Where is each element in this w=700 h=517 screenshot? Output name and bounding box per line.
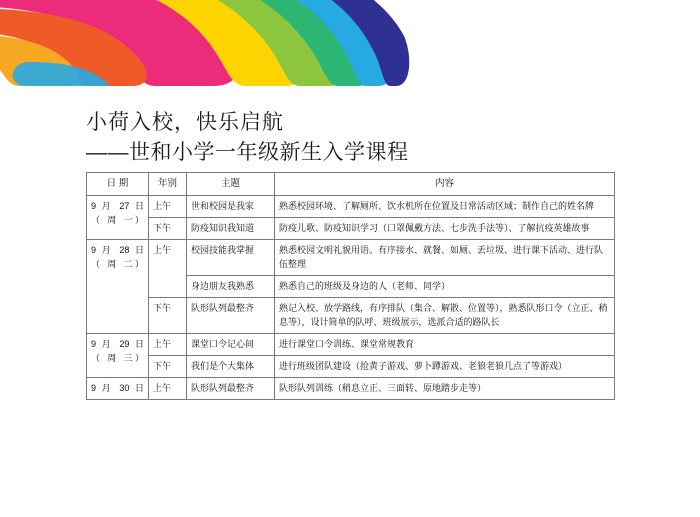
cell-date xyxy=(87,378,149,400)
cell-content: 进行课堂口令训练、课堂常规教育 xyxy=(275,334,615,356)
cell-date xyxy=(87,334,149,378)
table-row xyxy=(87,196,615,218)
cell-content: 队形队列训练（稍息立正、三面转、原地踏步走等） xyxy=(275,378,615,400)
cell-topic: 课堂口令记心间 xyxy=(187,334,275,356)
header-halfday: 年别 xyxy=(149,173,187,196)
title-subtitle: ——世和小学一年级新生入学课程 xyxy=(86,141,409,164)
cell-halfday: 上午 xyxy=(149,378,187,400)
table-row xyxy=(87,240,615,276)
schedule-table xyxy=(86,172,615,400)
header-date: 日 期 xyxy=(87,173,149,196)
table-row xyxy=(87,356,615,378)
cell-topic: 校园技能我掌握 xyxy=(187,240,275,276)
cell-halfday: 上午 xyxy=(149,240,187,298)
cell-content: 熟悉校园环境、了解厕所、饮水机所在位置及日常活动区域；制作自己的姓名牌 xyxy=(275,196,615,218)
cell-halfday: 上午 xyxy=(149,196,187,218)
date-line: （ 周 三） xyxy=(91,353,144,363)
date-line: 9 月 30 日 xyxy=(91,383,144,393)
cell-topic: 身边朋友我熟悉 xyxy=(187,276,275,298)
cell-halfday: 上午 xyxy=(149,334,187,356)
schedule-table-body xyxy=(87,196,615,400)
cell-content: 熟悉自己的班级及身边的人（老师、同学） xyxy=(275,276,615,298)
table-row xyxy=(87,378,615,400)
table-row xyxy=(87,218,615,240)
date-line: 9 月 29 日 xyxy=(91,339,144,349)
document-title-block xyxy=(86,108,666,168)
header-topic: 主题 xyxy=(187,173,275,196)
cell-content: 熟记入校、放学路线，有序排队（集合、解散、位置等），熟悉队形口令（立正、稍息等），设计简单的队呼、班级展示，选派合适的路队长 xyxy=(275,298,615,334)
decorative-ribbon-graphic xyxy=(0,0,420,110)
schedule-table-wrapper xyxy=(86,172,614,400)
date-line: 9 月 27 日 xyxy=(91,201,144,211)
cell-content: 进行班级团队建设（抢黄子游戏、萝卜蹲游戏、老狼老狼几点了等游戏） xyxy=(275,356,615,378)
header-content: 内容 xyxy=(275,173,615,196)
cell-topic: 队形队列最整齐 xyxy=(187,378,275,400)
cell-topic: 队形队列最整齐 xyxy=(187,298,275,334)
cell-topic: 防疫知识我知道 xyxy=(187,218,275,240)
cell-halfday: 下午 xyxy=(149,298,187,334)
date-line: 9 月 28 日 xyxy=(91,245,144,255)
date-line: （ 周 一） xyxy=(91,215,144,225)
cell-topic: 我们是个大集体 xyxy=(187,356,275,378)
table-header-row xyxy=(87,173,615,196)
cell-halfday: 下午 xyxy=(149,356,187,378)
cell-date xyxy=(87,196,149,240)
cell-topic: 世和校园是我家 xyxy=(187,196,275,218)
cell-content: 熟悉校园文明礼貌用语。有序接水、就餐、如厕、丢垃圾、进行课下活动、进行队伍整理 xyxy=(275,240,615,276)
table-row xyxy=(87,298,615,334)
cell-content: 防疫儿歌、防疫知识学习（口罩佩戴方法、七步洗手法等）、了解抗疫英雄故事 xyxy=(275,218,615,240)
cell-date xyxy=(87,240,149,334)
table-row xyxy=(87,334,615,356)
title-main: 小荷入校，快乐启航 xyxy=(86,111,284,134)
cell-halfday: 下午 xyxy=(149,218,187,240)
date-line: （ 周 二） xyxy=(91,259,144,269)
